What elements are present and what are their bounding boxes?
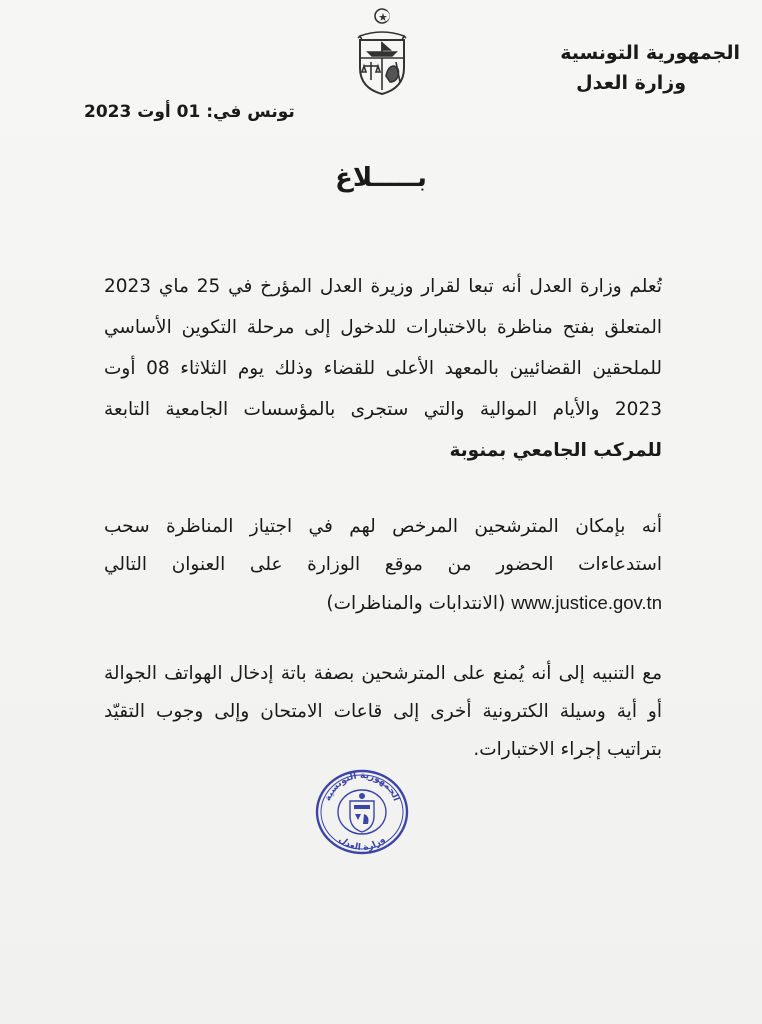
ministry-seal-icon: [314, 768, 410, 856]
tunisia-coat-of-arms-icon: [350, 6, 414, 98]
document-date: تونس في: 01 أوت 2023: [84, 102, 295, 122]
website-url: www.justice.gov.tn: [511, 592, 662, 613]
organization-header: [560, 38, 740, 98]
seal-ring-text-top: الجمهورية التونسية: [323, 770, 401, 803]
paragraph-announcement-text: تُعلم وزارة العدل أنه تبعا لقرار وزيرة العدل المؤرخ في 25 ماي 2023 المتعلق بفتح مناظرة بالاختبارات للدخول إلى مرحلة التكوين الأساسي للملحقين القضائيين بالمعهد الأعلى للقضاء وذلك يوم الثلاثاء 08 أوت 2023 والأيام الموالية والتي ستجرى بالمؤسسات الجامعية التابعة: [104, 276, 662, 420]
document-title: بـــــلاغ: [335, 163, 427, 193]
country-name: الجمهورية التونسية: [560, 42, 740, 64]
paragraph-convocations-suffix: (الانتدابات والمناظرات): [326, 593, 506, 614]
paragraph-convocations: [104, 508, 662, 623]
seal-ring-text-bottom: وزارة العدل: [336, 834, 388, 854]
paragraph-warning: [104, 655, 662, 769]
ministry-name: وزارة العدل: [576, 72, 687, 94]
paragraph-announcement-location: للمركب الجامعي بمنوبة: [449, 440, 662, 461]
paragraph-announcement: [104, 266, 662, 471]
paragraph-warning-text: مع التنبيه إلى أنه يُمنع على المترشحين بصفة باتة إدخال الهواتف الجوالة أو أية وسيلة الكترونية أخرى إلى قاعات الامتحان وإلى وجوب التقيّد بتراتيب إجراء الاختبارات.: [104, 663, 662, 760]
paragraph-convocations-text: أنه بإمكان المترشحين المرخص لهم في اجتياز المناظرة سحب استدعاءات الحضور من موقع الوزارة على العنوان التالي: [104, 516, 662, 575]
